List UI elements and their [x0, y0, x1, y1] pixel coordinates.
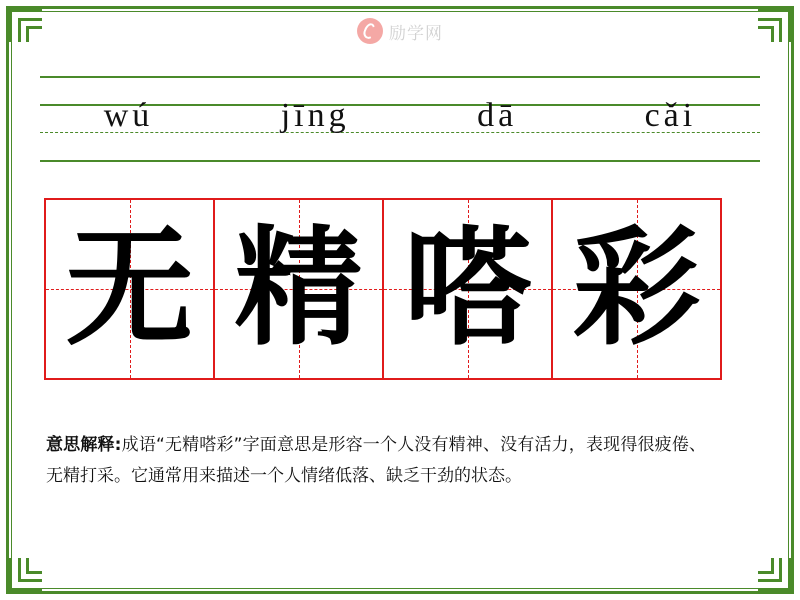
character-cell — [213, 198, 384, 380]
character-grid — [44, 198, 720, 380]
explanation-label: 意思解释: — [46, 435, 122, 455]
character-cell — [551, 198, 722, 380]
site-logo-label: 励学网 — [389, 23, 443, 44]
corner-ornament-bottom-right — [758, 558, 792, 592]
explanation-block — [46, 430, 706, 493]
pinyin-syllable: dā — [477, 97, 518, 134]
corner-ornament-top-left — [8, 8, 42, 42]
pinyin-syllable: cǎi — [644, 97, 697, 134]
character-glyph: 彩 — [572, 214, 701, 363]
character-cell — [44, 198, 215, 380]
character-glyph: 无 — [65, 214, 194, 363]
explanation-text: 成语“无精嗒彩”字面意思是形容一个人没有精神、没有活力，表现得很疲倦、无精打采。它通常用来描述一个人情绪低落、缺乏干劲的状态。 — [46, 435, 706, 487]
character-glyph: 嗒 — [403, 214, 532, 363]
pinyin-row — [40, 76, 760, 162]
flame-circle-icon — [357, 18, 383, 44]
pinyin-syllable: wú — [103, 97, 154, 134]
corner-ornament-top-right — [758, 8, 792, 42]
corner-ornament-bottom-left — [8, 558, 42, 592]
character-glyph: 精 — [234, 214, 363, 363]
pinyin-syllable: jīng — [280, 97, 350, 134]
site-logo[interactable] — [357, 18, 443, 44]
character-cell — [382, 198, 553, 380]
pinyin-staff — [40, 76, 760, 162]
